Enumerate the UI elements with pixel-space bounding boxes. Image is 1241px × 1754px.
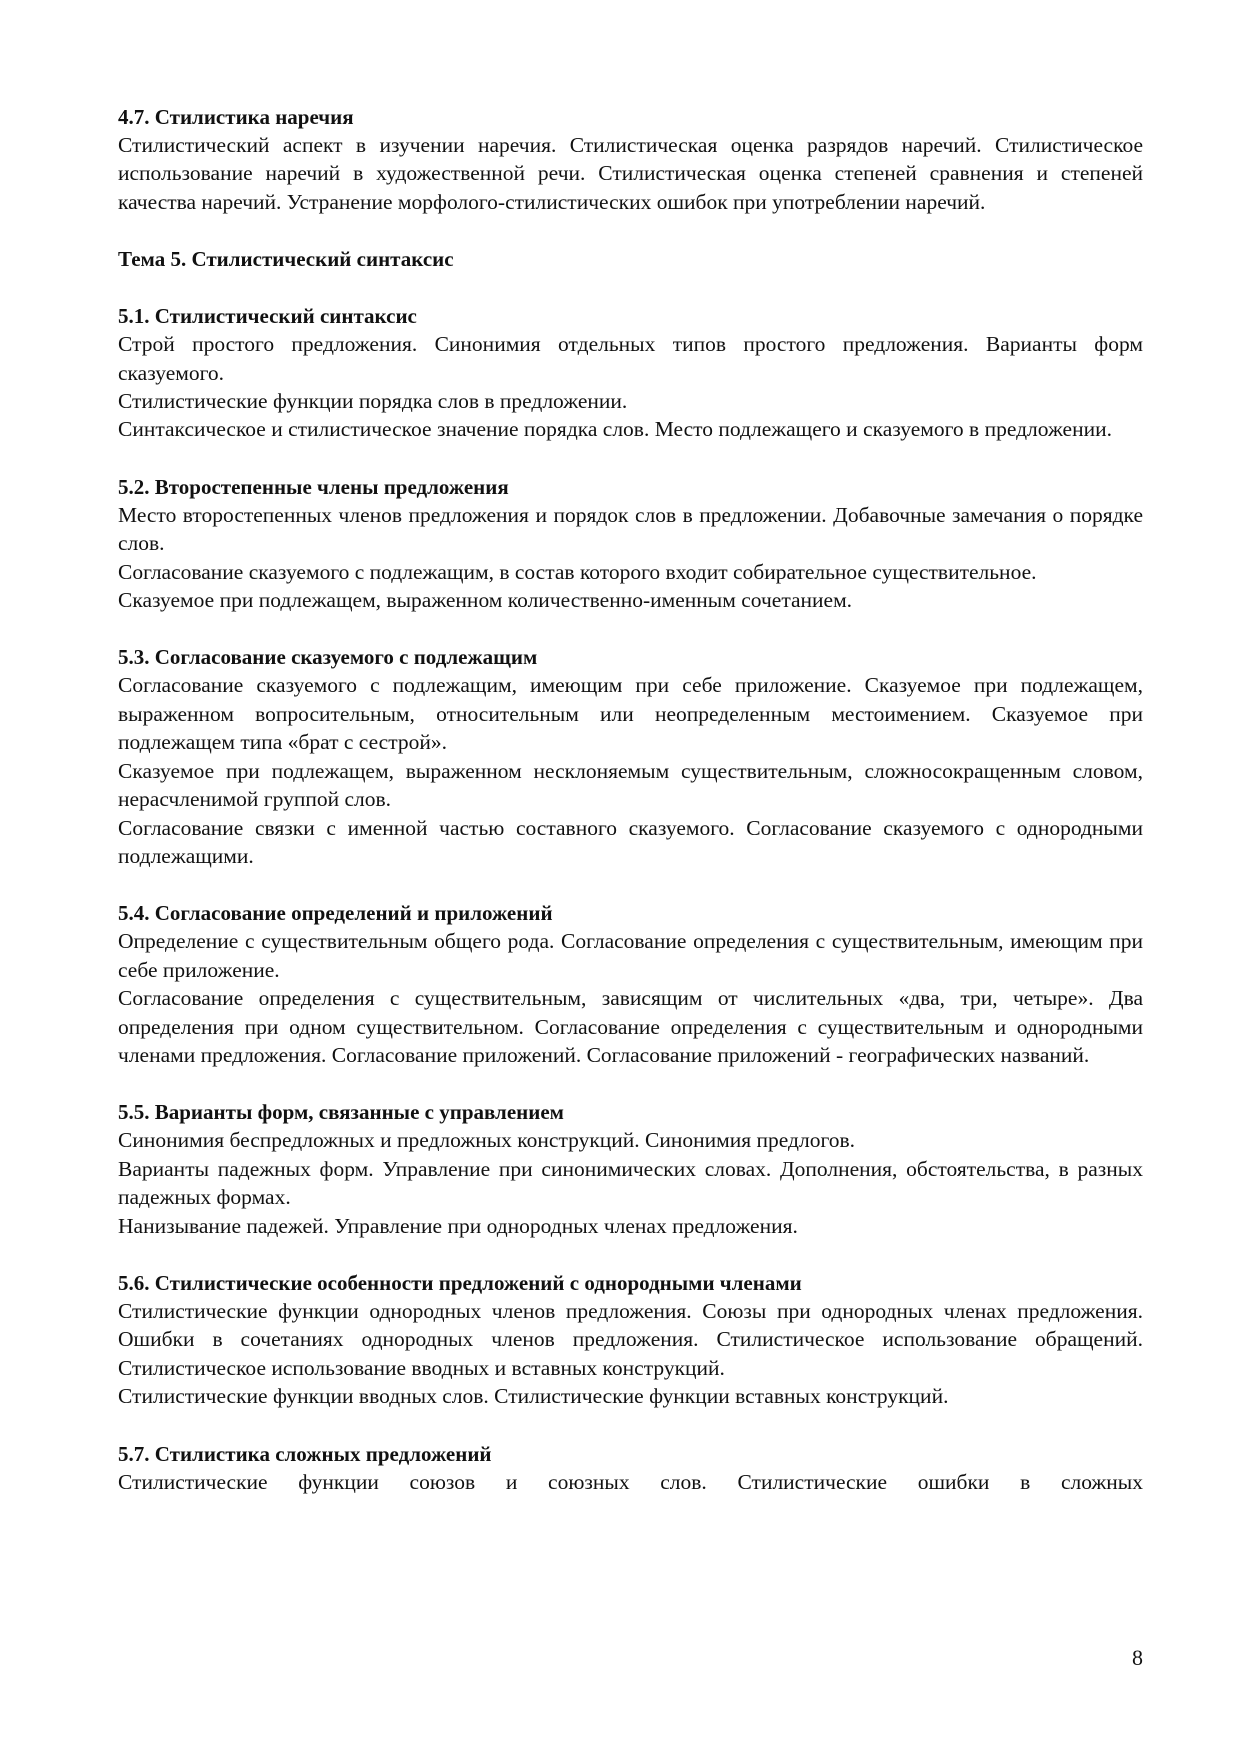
section-paragraph: Стилистические функции вводных слов. Стилистические функции вставных конструкций. bbox=[118, 1384, 949, 1409]
section-paragraph: Стилистические функции порядка слов в предложении. bbox=[118, 389, 628, 414]
section-heading: 5.5. Варианты форм, связанные с управлением bbox=[118, 1100, 564, 1125]
section-heading: 5.2. Второстепенные члены предложения bbox=[118, 474, 509, 499]
page-number: 8 bbox=[1132, 1645, 1143, 1670]
section-5-7 bbox=[118, 1440, 1143, 1496]
section-paragraph: Варианты падежных форм. Управление при синонимических словах. Дополнения, обстоятельства, в разных падежных формах. bbox=[118, 1156, 1143, 1210]
topic-5 bbox=[118, 245, 1143, 273]
section-heading: 5.3. Согласование сказуемого с подлежащим bbox=[118, 645, 538, 670]
section-paragraph: Стилистические функции союзов и союзных слов. Стилистические ошибки в сложных bbox=[118, 1469, 1143, 1494]
section-paragraph: Стилистический аспект в изучении наречия. Стилистическая оценка разрядов наречий. Стилистическое использование наречий в художественной речи. Стилистическая оценка степеней сравнения и степеней качества наречий. Устранение морфолого-стилистических ошибок при употреблении наречий. bbox=[118, 133, 1143, 214]
section-paragraph: Определение с существительным общего рода. Согласование определения с существительным, имеющим при себе приложение. bbox=[118, 929, 1143, 982]
section-4-7 bbox=[118, 103, 1143, 216]
section-heading: 5.6. Стилистические особенности предложений с однородными членами bbox=[118, 1270, 802, 1295]
section-heading: 5.4. Согласование определений и приложений bbox=[118, 901, 553, 926]
section-paragraph: Нанизывание падежей. Управление при однородных членах предложения. bbox=[118, 1213, 798, 1238]
section-heading: 5.1. Стилистический синтаксис bbox=[118, 304, 417, 329]
section-heading: 4.7. Стилистика наречия bbox=[118, 105, 354, 129]
section-paragraph: Согласование связки с именной частью составного сказуемого. Согласование сказуемого с однородными подлежащими. bbox=[118, 815, 1143, 868]
section-5-2 bbox=[118, 473, 1143, 615]
section-paragraph: Стилистические функции однородных членов предложения. Союзы при однородных членах предложения. Ошибки в сочетаниях однородных членов предложения. Стилистическое использование обращений. Стилистическое использование вводных и вставных конструкций. bbox=[118, 1298, 1143, 1380]
section-paragraph: Согласование сказуемого с подлежащим, в состав которого входит собирательное существительное. bbox=[118, 559, 1037, 584]
section-paragraph: Согласование сказуемого с подлежащим, имеющим при себе приложение. Сказуемое при подлежащем, выраженном вопросительным, относительным или неопределенным местоимением. Сказуемое при подлежащем типа «брат с сестрой». bbox=[118, 673, 1143, 755]
section-paragraph: Строй простого предложения. Синонимия отдельных типов простого предложения. Варианты форм сказуемого. bbox=[118, 332, 1143, 385]
section-paragraph: Сказуемое при подлежащем, выраженном несклоняемым существительным, сложносокращенным словом, нерасчленимой группой слов. bbox=[118, 758, 1143, 812]
section-5-5 bbox=[118, 1098, 1143, 1240]
section-paragraph: Синтаксическое и стилистическое значение порядка слов. Место подлежащего и сказуемого в предложении. bbox=[118, 417, 1112, 442]
topic-heading: Тема 5. Стилистический синтаксис bbox=[118, 247, 454, 272]
section-paragraph: Синонимия беспредложных и предложных конструкций. Синонимия предлогов. bbox=[118, 1128, 856, 1153]
section-5-1 bbox=[118, 302, 1143, 444]
section-paragraph: Место второстепенных членов предложения и порядок слов в предложении. Добавочные замечания о порядке слов. bbox=[118, 502, 1143, 556]
document-page bbox=[118, 103, 1143, 1496]
section-5-3 bbox=[118, 643, 1143, 870]
section-5-6 bbox=[118, 1269, 1143, 1411]
section-heading: 5.7. Стилистика сложных предложений bbox=[118, 1441, 492, 1466]
section-paragraph: Согласование определения с существительным, зависящим от числительных «два, три, четыре». Два определения при одном существительном. Согласование определения с существительным и однородными членами предложения. Согласование приложений. Согласование приложений - географических названий. bbox=[118, 986, 1143, 1067]
section-paragraph: Сказуемое при подлежащем, выраженном количественно-именным сочетанием. bbox=[118, 588, 853, 613]
section-5-4 bbox=[118, 899, 1143, 1069]
